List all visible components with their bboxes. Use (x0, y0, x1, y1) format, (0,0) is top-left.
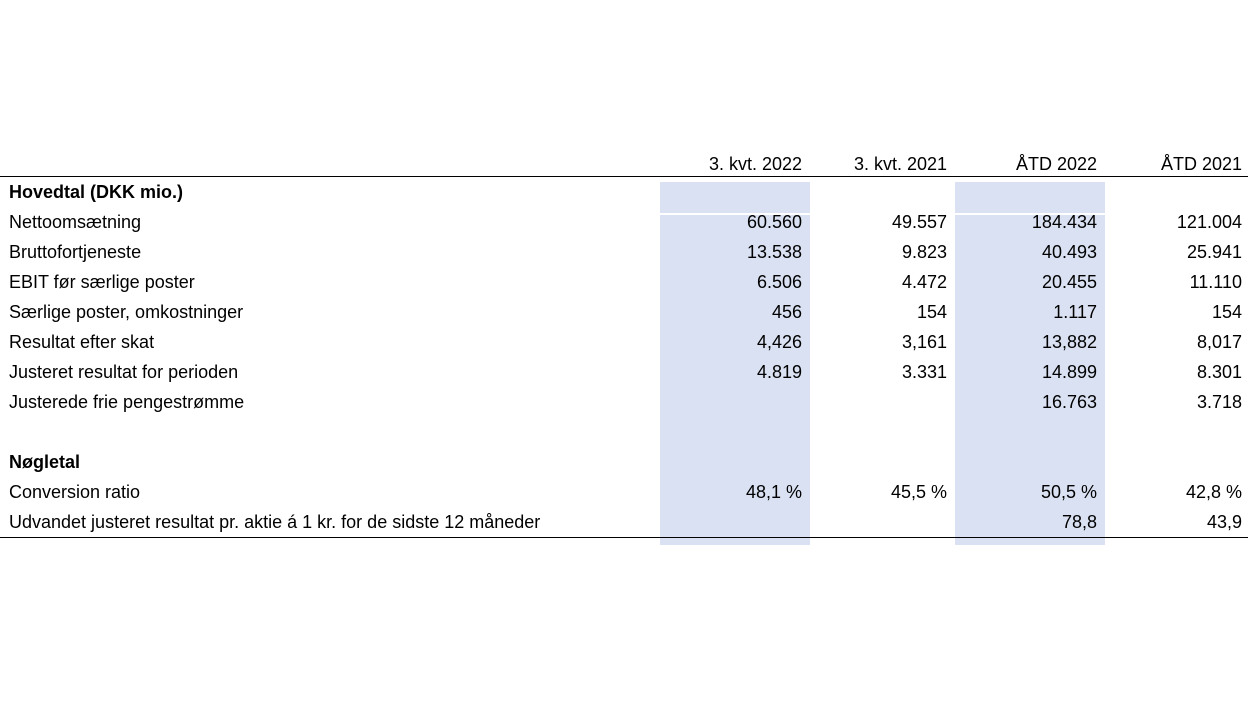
cell-q3-2021: 3.331 (901, 361, 947, 382)
table-row (0, 357, 1248, 387)
column-header-q3-2021: 3. kvt. 2021 (810, 145, 955, 177)
cell-q3-2022: 4.819 (756, 361, 802, 382)
cell-ytd-2022: 16.763 (1041, 391, 1097, 412)
row-label: Justerede frie pengestrømme (9, 391, 245, 412)
cell-ytd-2021: 121.004 (1176, 211, 1242, 232)
cell-ytd-2022: 40.493 (1041, 241, 1097, 262)
cell-q3-2021: 3,161 (901, 331, 947, 352)
table-row (0, 507, 1248, 538)
cell-q3-2022 (660, 387, 810, 417)
cell-ytd-2021: 11.110 (1189, 271, 1242, 292)
cell-q3-2021: 4.472 (901, 271, 947, 292)
cell-q3-2021: 45,5 % (890, 481, 947, 502)
cell-ytd-2021: 43,9 (1105, 507, 1248, 538)
table-row (0, 207, 1248, 237)
row-label: EBIT før særlige poster (9, 271, 195, 292)
cell-q3-2021: 154 (916, 301, 947, 322)
table-row (0, 237, 1248, 267)
cell-ytd-2021: 8,017 (1196, 331, 1242, 352)
table-row (0, 387, 1248, 417)
cell-ytd-2022: 13,882 (1041, 331, 1097, 352)
cell-ytd-2022: 20.455 (1041, 271, 1097, 292)
section-header-row (0, 447, 1248, 477)
cell-q3-2021 (810, 387, 955, 417)
cell-q3-2022: 6.506 (756, 271, 802, 292)
column-header-ytd-2022: ÅTD 2022 (955, 145, 1105, 177)
column-header-row (0, 145, 1248, 177)
financial-highlights-table (0, 145, 1248, 538)
cell-ytd-2021: 154 (1211, 301, 1242, 322)
cell-ytd-2021: 42,8 % (1185, 481, 1242, 502)
cell-ytd-2022: 78,8 (955, 507, 1105, 538)
table-row (0, 477, 1248, 507)
cell-q3-2022: 60.560 (746, 211, 802, 232)
cell-q3-2022: 48,1 % (745, 481, 802, 502)
section-title-hovedtal: Hovedtal (DKK mio.) (9, 181, 184, 202)
row-label: Bruttofortjeneste (9, 241, 142, 262)
cell-ytd-2022: 50,5 % (1040, 481, 1097, 502)
cell-q3-2022: 4,426 (756, 331, 802, 352)
column-header-q3-2022: 3. kvt. 2022 (660, 145, 810, 177)
cell-q3-2021: 49.557 (891, 211, 947, 232)
row-label: Udvandet justeret resultat pr. aktie á 1 kr. for de sidste 12 måneder (0, 507, 660, 538)
cell-q3-2021 (810, 507, 955, 538)
row-label: Resultat efter skat (9, 331, 155, 352)
section-header-row (0, 177, 1248, 208)
cell-q3-2022: 13.538 (746, 241, 802, 262)
table-row (0, 297, 1248, 327)
section-title-noegletal: Nøgletal (9, 451, 81, 472)
table-row (0, 267, 1248, 297)
row-label: Særlige poster, omkostninger (9, 301, 244, 322)
row-label: Nettoomsætning (9, 211, 142, 232)
cell-ytd-2021: 25.941 (1186, 241, 1242, 262)
cell-q3-2022 (660, 507, 810, 538)
cell-ytd-2022: 14.899 (1041, 361, 1097, 382)
cell-ytd-2021: 3.718 (1196, 391, 1242, 412)
cell-ytd-2022: 1.117 (1053, 301, 1097, 322)
column-header-ytd-2021: ÅTD 2021 (1105, 145, 1248, 177)
row-label: Conversion ratio (9, 481, 141, 502)
cell-ytd-2022: 184.434 (1031, 211, 1097, 232)
header-empty-cell (0, 145, 660, 177)
cell-ytd-2021: 8.301 (1196, 361, 1242, 382)
cell-q3-2021: 9.823 (901, 241, 947, 262)
spacer-row (0, 417, 1248, 447)
table-row (0, 327, 1248, 357)
cell-q3-2022: 456 (771, 301, 802, 322)
row-label: Justeret resultat for perioden (9, 361, 239, 382)
